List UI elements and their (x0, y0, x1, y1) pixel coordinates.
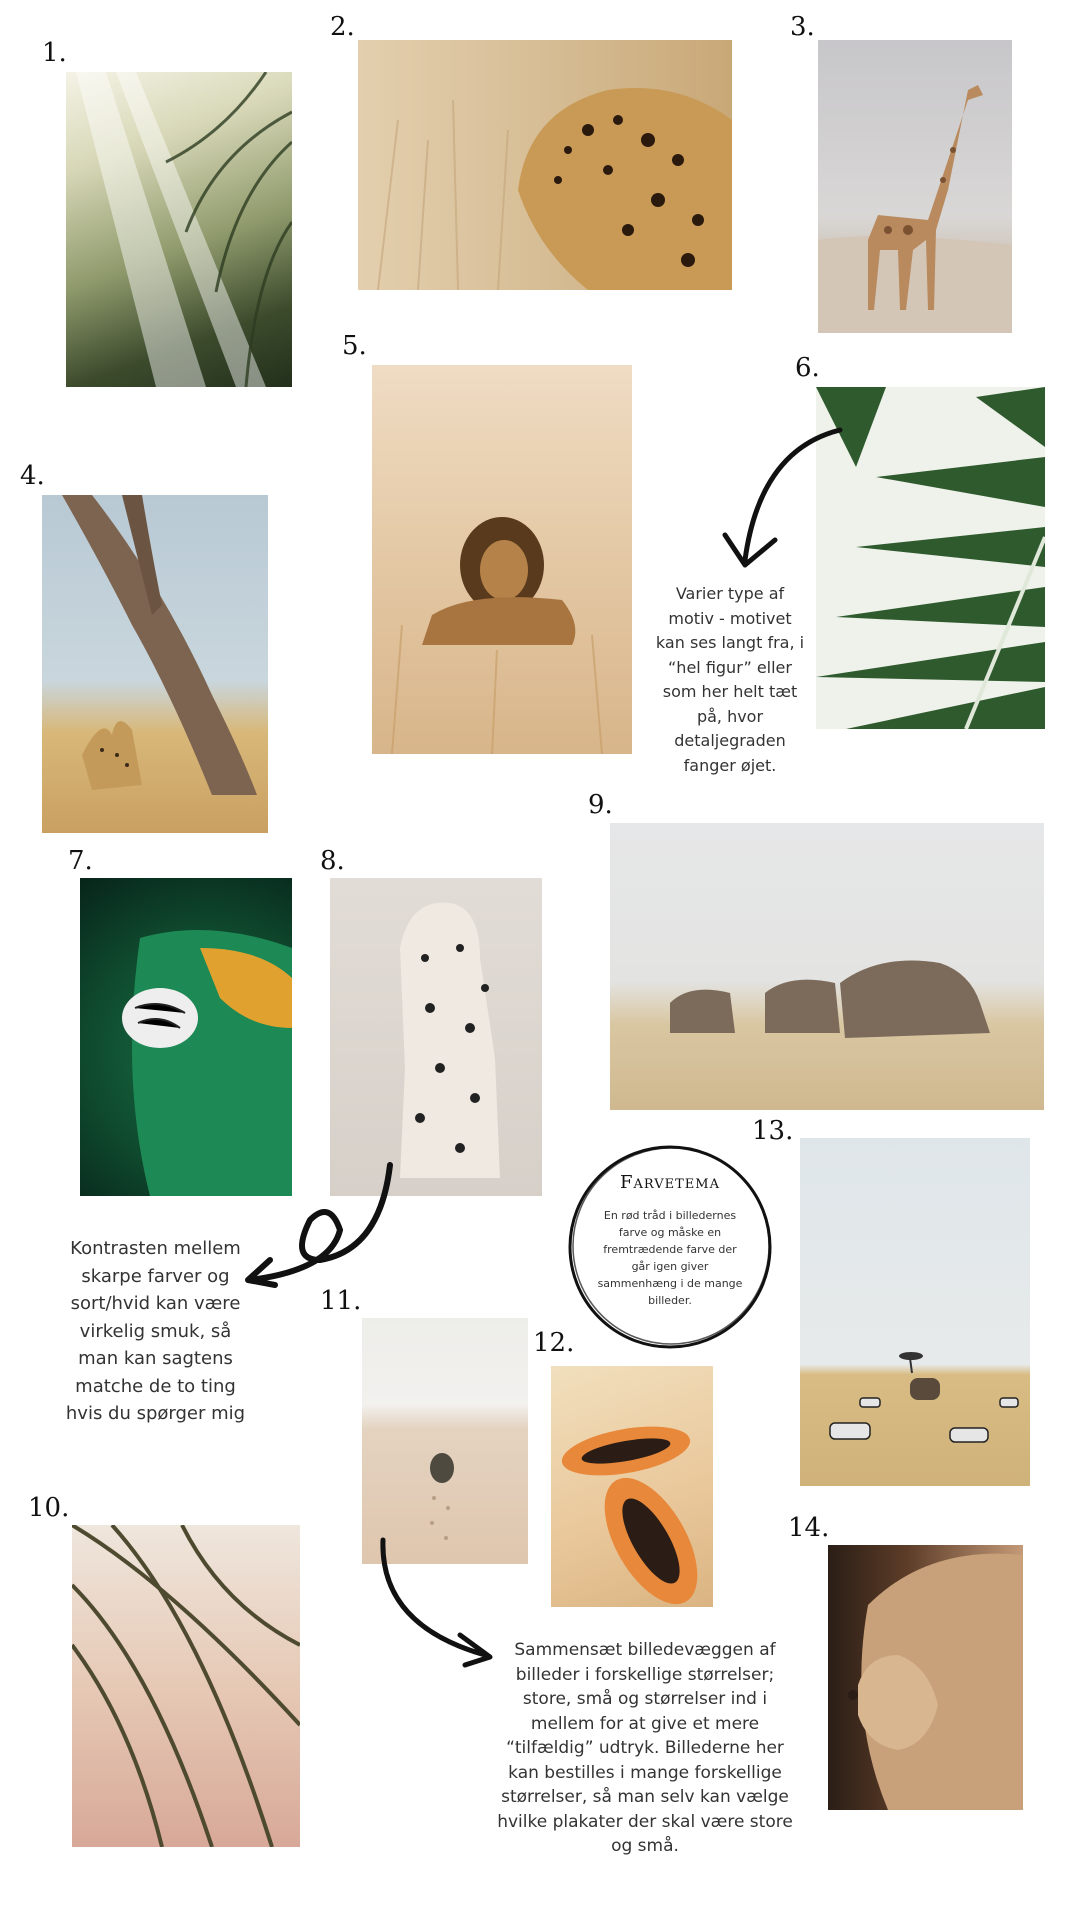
palm-frond-icon (72, 1525, 300, 1847)
label-14: 14. (788, 1513, 830, 1543)
label-10: 10. (28, 1493, 70, 1523)
photo-leopard-bw (330, 878, 542, 1196)
arrow-to-contrast-icon (240, 1160, 400, 1290)
lion-closeup-icon (828, 1545, 1023, 1810)
tiny-caption (885, 1812, 985, 1817)
arrow-to-sizes-icon (375, 1535, 505, 1665)
photo-lion-closeup (828, 1545, 1023, 1810)
palm-leaf-icon (816, 387, 1045, 729)
jungle-sunlight-icon (66, 72, 292, 387)
photo-savanna-zebras (800, 1138, 1030, 1486)
photo-lion-grass (372, 365, 632, 754)
photo-cheetah-tree (42, 495, 268, 833)
label-7: 7. (68, 846, 93, 876)
photo-turtle-beach (362, 1318, 528, 1564)
turtle-beach-icon (362, 1318, 528, 1564)
color-theme-text: En rød tråd i billedernes farve og måske en fremtrædende farve der går igen giver sammenhæng i de mange billeder. (597, 1209, 743, 1307)
label-8: 8. (320, 846, 345, 876)
macaw-icon (80, 878, 292, 1196)
note-sizes: Sammensæt billedevæggen af billeder i forskellige størrelser; store, små og størrelser ind i mellem for at give et mere “tilfældig” udtryk. Billederne her kan bestilles i mange forskellige størrelser, så man selv kan vælge hvilke plakater der skal være store og små. (497, 1640, 793, 1856)
leopard-bw-icon (330, 878, 542, 1196)
lion-grass-icon (372, 365, 632, 754)
label-1: 1. (42, 38, 67, 68)
papaya-icon (551, 1366, 713, 1607)
label-4: 4. (20, 461, 45, 491)
label-9: 9. (588, 790, 613, 820)
label-12: 12. (533, 1328, 575, 1358)
cheetah-tree-icon (42, 495, 268, 833)
leopard-portrait-icon (358, 40, 732, 290)
giraffe-icon (818, 40, 1012, 333)
note-contrast: Kontrasten mellem skarpe farver og sort/hvid kan være virkelig smuk, så man kan sagtens matche de to ting hvis du spørger mig (65, 1238, 246, 1424)
label-6: 6. (795, 353, 820, 383)
label-5: 5. (342, 331, 367, 361)
photo-jungle-sunlight (66, 72, 292, 387)
color-theme-title: Farvetema (620, 1172, 720, 1193)
photo-macaw (80, 878, 292, 1196)
label-11: 11. (320, 1286, 362, 1316)
elephants-icon (610, 823, 1044, 1110)
label-2: 2. (330, 12, 355, 42)
note-motif: Varier type af motiv - motivet kan ses langt fra, i “hel figur” eller som her helt tæt på, hvor detaljegraden fanger øjet. (655, 584, 805, 775)
photo-giraffe (818, 40, 1012, 333)
photo-leopard-portrait (358, 40, 732, 290)
savanna-zebras-icon (800, 1138, 1030, 1486)
photo-papaya (551, 1366, 713, 1607)
color-theme-circle (565, 1142, 775, 1352)
label-13: 13. (752, 1116, 794, 1146)
label-3: 3. (790, 12, 815, 42)
photo-palm-leaf (816, 387, 1045, 729)
arrow-to-motif-icon (720, 420, 850, 580)
photo-palm-frond (72, 1525, 300, 1847)
photo-elephants (610, 823, 1044, 1110)
